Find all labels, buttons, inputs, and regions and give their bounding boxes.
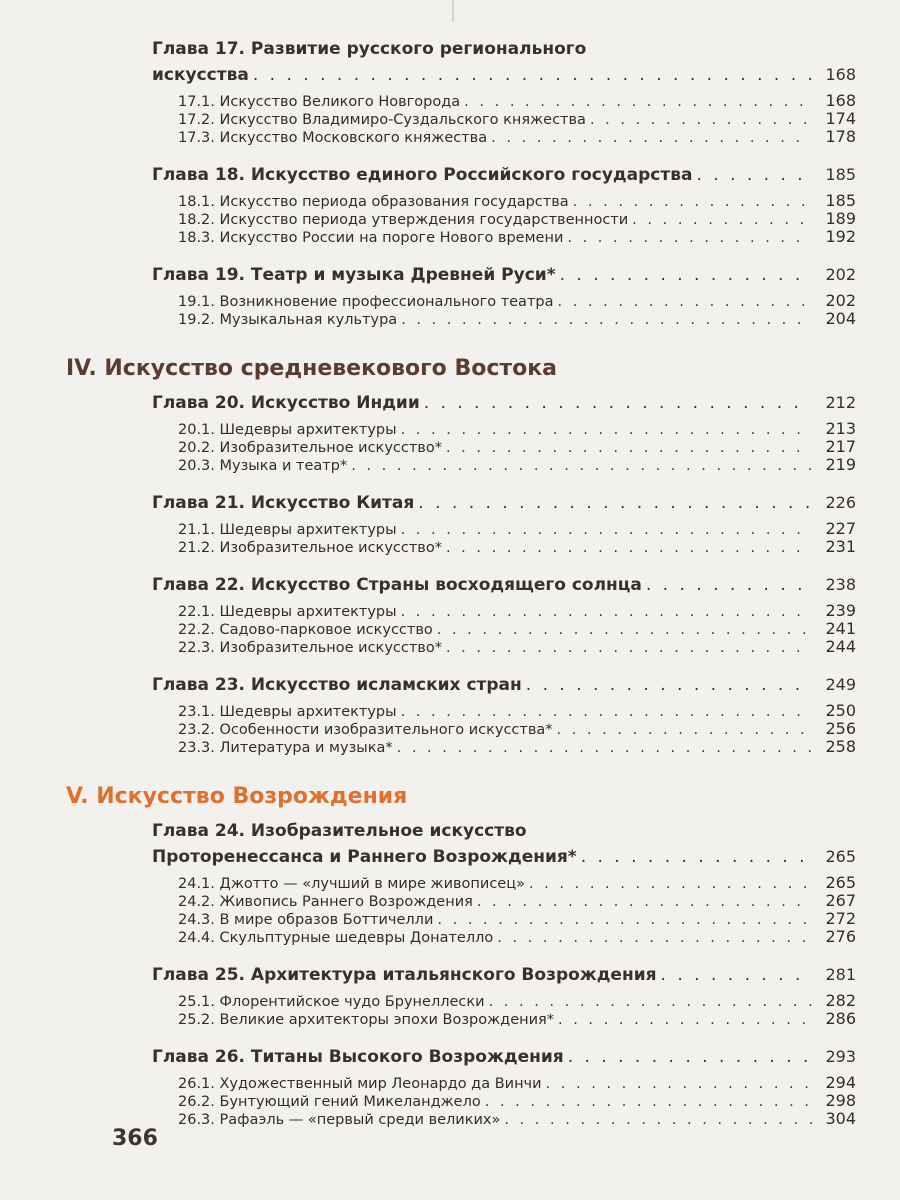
dot-leader [573, 193, 812, 211]
spacer [66, 474, 866, 490]
subsection-list [178, 520, 856, 556]
subsection-entry [178, 228, 856, 246]
subsection-page-number: 286 [825, 1009, 856, 1028]
spacer [66, 146, 866, 162]
chapter-entry [152, 162, 856, 246]
chapter-page-number: 185 [825, 165, 856, 184]
chapter-title: Глава 23. Искусство исламских стран [152, 675, 522, 695]
dot-leader [696, 162, 812, 188]
dot-leader [568, 1044, 812, 1070]
spacer [66, 556, 866, 572]
chapter-title-line [152, 572, 856, 598]
subsection-page-number: 276 [825, 927, 856, 946]
subsection-page-number: 204 [825, 309, 856, 328]
subsection-title: 22.3. Изобразительное искусство* [178, 640, 442, 656]
subsection-list [178, 992, 856, 1028]
dot-leader [557, 293, 812, 311]
spacer [66, 1028, 866, 1044]
chapter-page-number: 212 [825, 393, 856, 412]
dot-leader [526, 672, 812, 698]
subsection-page-number: 256 [825, 719, 856, 738]
subsection-page-number: 265 [825, 873, 856, 892]
subsection-list [178, 420, 856, 474]
subsection-page-number: 219 [825, 455, 856, 474]
chapter-title: искусства [152, 65, 249, 85]
subsection-page-number: 294 [825, 1073, 856, 1092]
subsection-page-number: 189 [825, 209, 856, 228]
subsection-entry [178, 992, 856, 1010]
dot-leader [401, 311, 812, 329]
spacer [66, 246, 866, 262]
chapter-entry [152, 962, 856, 1028]
page-number: 366 [112, 1126, 158, 1151]
dot-leader [418, 490, 812, 516]
subsection-page-number: 258 [825, 737, 856, 756]
subsection-entry [178, 1092, 856, 1110]
dot-leader [489, 993, 812, 1011]
dot-leader [401, 703, 812, 721]
chapter-title-line [152, 844, 856, 870]
dot-leader [477, 893, 812, 911]
dot-leader [661, 962, 812, 988]
dot-leader [401, 521, 812, 539]
subsection-entry [178, 310, 856, 328]
chapter-entry [152, 490, 856, 556]
chapter-title: Проторенессанса и Раннего Возрождения* [152, 847, 577, 867]
spacer [66, 656, 866, 672]
dot-leader [567, 229, 812, 247]
subsection-list [178, 874, 856, 946]
dot-leader [446, 439, 812, 457]
subsection-title: 24.2. Живопись Раннего Возрождения [178, 894, 473, 910]
dot-leader [485, 1093, 812, 1111]
subsection-entry [178, 620, 856, 638]
subsection-title: 23.1. Шедевры архитектуры [178, 704, 397, 720]
subsection-page-number: 202 [825, 291, 856, 310]
chapter-title-line [152, 1044, 856, 1070]
dot-leader [491, 129, 812, 147]
chapter-entry [152, 390, 856, 474]
chapter-title: Глава 25. Архитектура итальянского Возрождения [152, 965, 657, 985]
dot-leader [351, 457, 812, 475]
dot-leader [560, 262, 812, 288]
subsection-entry [178, 210, 856, 228]
subsection-entry [178, 928, 856, 946]
subsection-page-number: 178 [825, 127, 856, 146]
subsection-entry [178, 438, 856, 456]
subsection-title: 18.2. Искусство периода утверждения государственности [178, 212, 629, 228]
dot-leader [546, 1075, 812, 1093]
chapter-entry [152, 672, 856, 756]
subsection-title: 25.2. Великие архитекторы эпохи Возрождения* [178, 1012, 554, 1028]
chapter-title-line [152, 62, 856, 88]
dot-leader [529, 875, 812, 893]
chapter-entry [152, 572, 856, 656]
subsection-list [178, 602, 856, 656]
chapter-entry [152, 818, 856, 946]
subsection-page-number: 241 [825, 619, 856, 638]
subsection-title: 21.1. Шедевры архитектуры [178, 522, 397, 538]
subsection-entry [178, 892, 856, 910]
subsection-entry [178, 456, 856, 474]
chapter-page-number: 226 [825, 493, 856, 512]
subsection-title: 20.3. Музыка и театр* [178, 458, 348, 474]
subsection-title: 18.1. Искусство периода образования государства [178, 194, 569, 210]
chapter-title-line [152, 962, 856, 988]
chapter-entry [152, 1044, 856, 1128]
chapter-title: Глава 20. Искусство Индии [152, 393, 420, 413]
subsection-title: 23.3. Литература и музыка* [178, 740, 393, 756]
subsection-entry [178, 602, 856, 620]
spacer [66, 1128, 866, 1144]
subsection-entry [178, 910, 856, 928]
subsection-entry [178, 192, 856, 210]
subsection-entry [178, 738, 856, 756]
subsection-page-number: 213 [825, 419, 856, 438]
subsection-title: 25.1. Флорентийское чудо Брунеллески [178, 994, 485, 1010]
subsection-entry [178, 1074, 856, 1092]
chapter-title-line [152, 262, 856, 288]
subsection-title: 17.2. Искусство Владимиро-Суздальского княжества [178, 112, 586, 128]
subsection-page-number: 239 [825, 601, 856, 620]
subsection-entry [178, 638, 856, 656]
dot-leader [401, 603, 812, 621]
subsection-title: 20.2. Изобразительное искусство* [178, 440, 442, 456]
spacer [66, 946, 866, 962]
chapter-page-number: 281 [825, 965, 856, 984]
dot-leader [446, 539, 812, 557]
chapter-entry [152, 36, 856, 146]
subsection-entry [178, 110, 856, 128]
dot-leader [504, 1111, 812, 1129]
subsection-title: 19.1. Возникновение профессионального театра [178, 294, 554, 310]
subsection-page-number: 282 [825, 991, 856, 1010]
subsection-list [178, 702, 856, 756]
dot-leader [424, 390, 812, 416]
spacer [66, 756, 866, 772]
chapter-page-number: 293 [825, 1047, 856, 1066]
subsection-page-number: 231 [825, 537, 856, 556]
subsection-title: 23.2. Особенности изобразительного искусства* [178, 722, 553, 738]
spacer [66, 328, 866, 344]
subsection-title: 26.3. Рафаэль — «первый среди великих» [178, 1112, 501, 1128]
subsection-title: 20.1. Шедевры архитектуры [178, 422, 397, 438]
subsection-title: 17.3. Искусство Московского княжества [178, 130, 488, 146]
chapter-page-number: 168 [825, 65, 856, 84]
dot-leader [437, 621, 812, 639]
subsection-entry [178, 520, 856, 538]
subsection-title: 24.1. Джотто — «лучший в мире живописец» [178, 876, 525, 892]
subsection-entry [178, 420, 856, 438]
chapter-title: Глава 22. Искусство Страны восходящего солнца [152, 575, 642, 595]
dot-leader [397, 739, 812, 757]
subsection-page-number: 168 [825, 91, 856, 110]
subsection-entry [178, 1010, 856, 1028]
dot-leader [401, 421, 812, 439]
dot-leader [557, 721, 812, 739]
subsection-page-number: 217 [825, 437, 856, 456]
subsection-title: 18.3. Искусство России на пороге Нового времени [178, 230, 564, 246]
subsection-entry [178, 702, 856, 720]
subsection-title: 19.2. Музыкальная культура [178, 312, 398, 328]
subsection-entry [178, 720, 856, 738]
chapter-title-line [152, 390, 856, 416]
subsection-entry [178, 292, 856, 310]
subsection-page-number: 272 [825, 909, 856, 928]
dot-leader [581, 844, 812, 870]
gutter-mark [452, 0, 454, 22]
chapter-page-number: 265 [825, 847, 856, 866]
dot-leader [437, 911, 812, 929]
subsection-entry [178, 538, 856, 556]
dot-leader [253, 62, 812, 88]
subsection-page-number: 227 [825, 519, 856, 538]
subsection-title: 21.2. Изобразительное искусство* [178, 540, 442, 556]
dot-leader [464, 93, 812, 111]
chapter-title: Глава 21. Искусство Китая [152, 493, 415, 513]
table-of-contents [66, 36, 866, 1144]
chapter-title-line [152, 490, 856, 516]
subsection-title: 17.1. Искусство Великого Новгорода [178, 94, 461, 110]
subsection-page-number: 250 [825, 701, 856, 720]
subsection-page-number: 192 [825, 227, 856, 246]
subsection-title: 24.4. Скульптурные шедевры Донателло [178, 930, 494, 946]
subsection-title: 26.2. Бунтующий гений Микеланджело [178, 1094, 481, 1110]
subsection-entry [178, 1110, 856, 1128]
subsection-page-number: 244 [825, 637, 856, 656]
dot-leader [632, 211, 812, 229]
chapter-page-number: 238 [825, 575, 856, 594]
dot-leader [558, 1011, 812, 1029]
subsection-page-number: 267 [825, 891, 856, 910]
subsection-list [178, 92, 856, 146]
chapter-title: Глава 19. Театр и музыка Древней Руси* [152, 265, 556, 285]
chapter-title-line1: Глава 17. Развитие русского регионального [152, 39, 587, 59]
subsection-entry [178, 128, 856, 146]
dot-leader [497, 929, 812, 947]
subsection-title: 26.1. Художественный мир Леонардо да Винчи [178, 1076, 542, 1092]
subsection-page-number: 185 [825, 191, 856, 210]
chapter-title: Глава 18. Искусство единого Российского государства [152, 165, 693, 185]
section-title: V. Искусство Возрождения [66, 784, 408, 809]
chapter-title-line [152, 672, 856, 698]
subsection-list [178, 192, 856, 246]
subsection-page-number: 304 [825, 1109, 856, 1128]
subsection-entry [178, 92, 856, 110]
chapter-title: Глава 26. Титаны Высокого Возрождения [152, 1047, 564, 1067]
chapter-page-number: 249 [825, 675, 856, 694]
dot-leader [646, 572, 812, 598]
dot-leader [590, 111, 812, 129]
chapter-title-line1: Глава 24. Изобразительное искусство [152, 821, 527, 841]
subsection-title: 22.1. Шедевры архитектуры [178, 604, 397, 620]
chapter-page-number: 202 [825, 265, 856, 284]
subsection-list [178, 1074, 856, 1128]
dot-leader [446, 639, 812, 657]
section-title: IV. Искусство средневекового Востока [66, 356, 558, 381]
subsection-page-number: 298 [825, 1091, 856, 1110]
subsection-entry [178, 874, 856, 892]
subsection-page-number: 174 [825, 109, 856, 128]
subsection-title: 24.3. В мире образов Боттичелли [178, 912, 434, 928]
chapter-entry [152, 262, 856, 328]
subsection-title: 22.2. Садово-парковое искусство [178, 622, 433, 638]
chapter-title-line [152, 162, 856, 188]
subsection-list [178, 292, 856, 328]
